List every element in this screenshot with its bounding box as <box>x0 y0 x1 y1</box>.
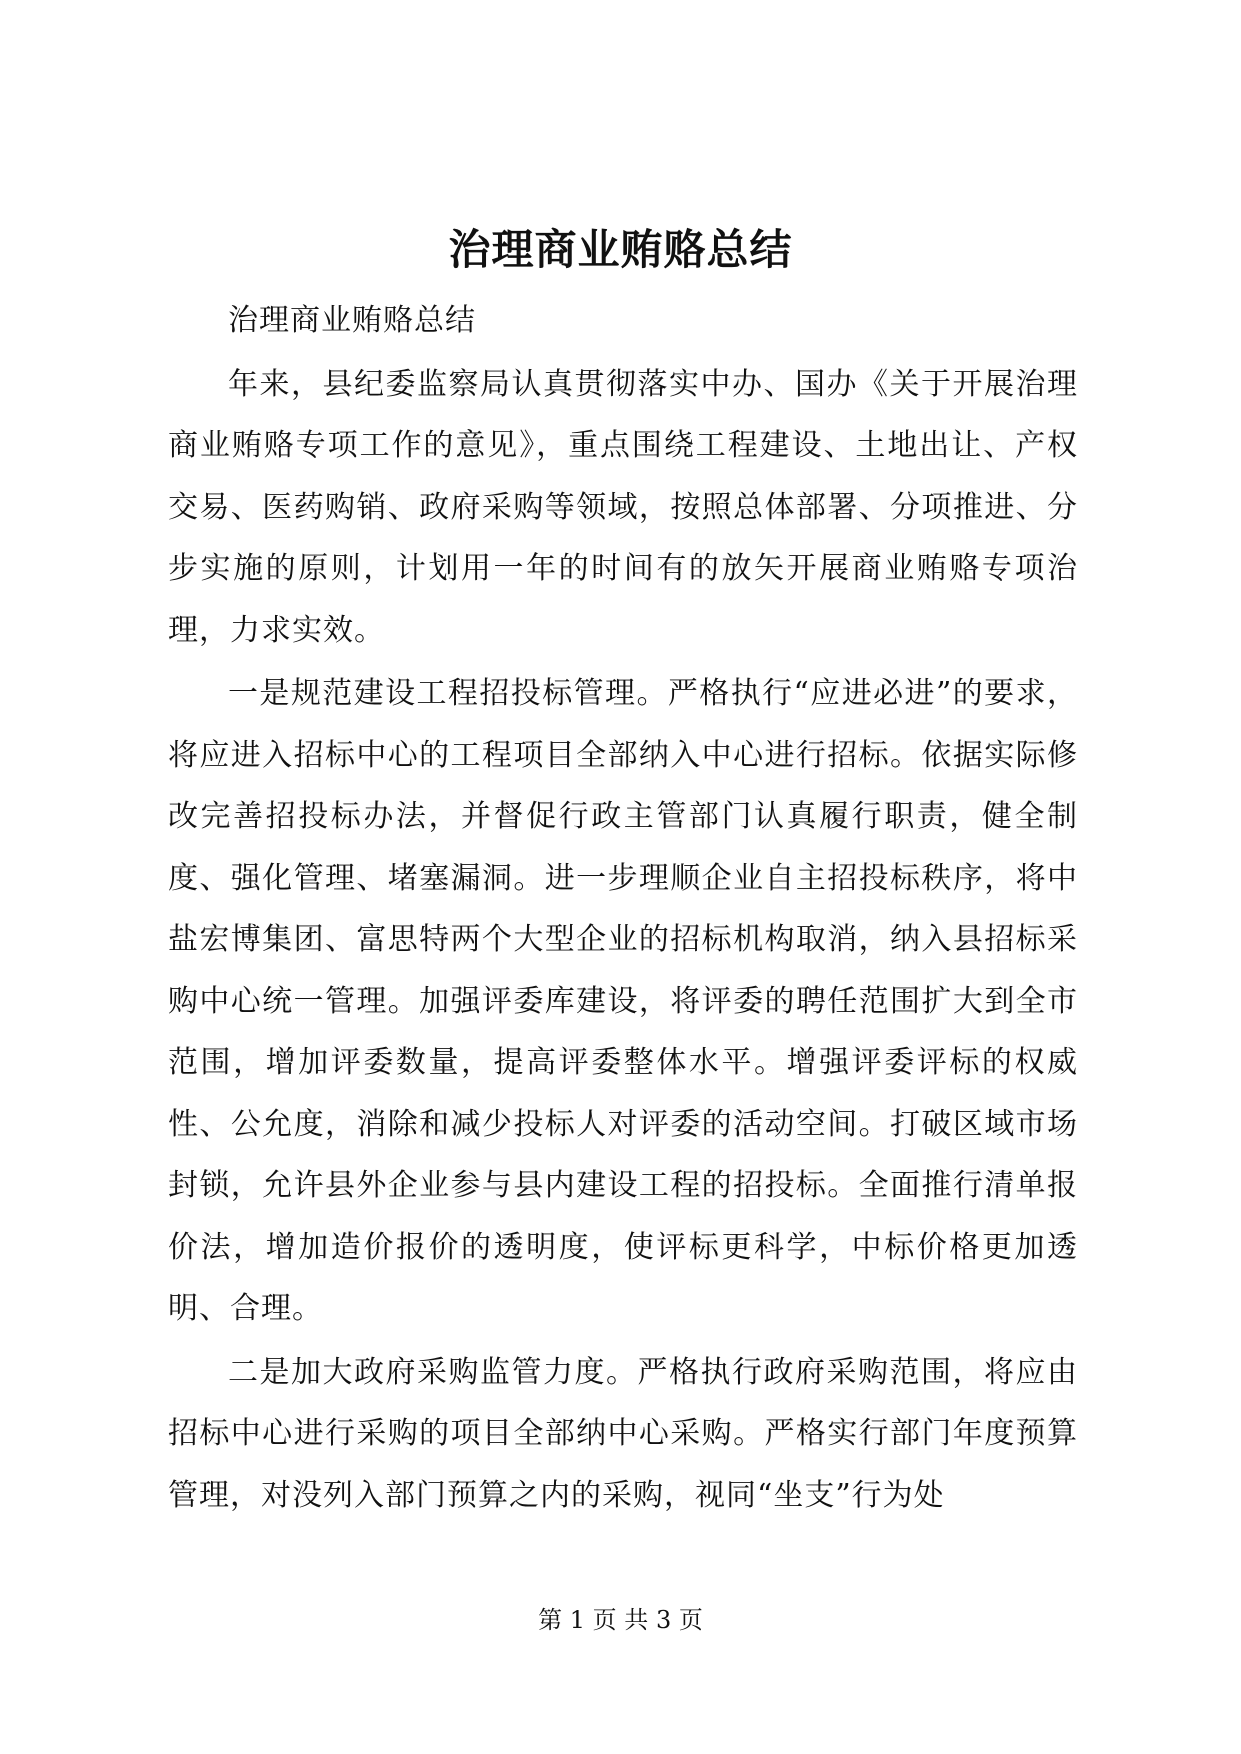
document-title: 治理商业贿赂总结 <box>448 225 793 274</box>
paragraph-bidding-management: 一是规范建设工程招投标管理。严格执行“应进必进”的要求，将应进入招标中心的工程项目全部纳入中心进行招标。依据实际修改完善招投标办法，并督促行政主管部门认真履行职责，健全制度、强化管理、堵塞漏洞。进一步理顺企业自主招投标秩序，将中盐宏博集团、富思特两个大型企业的招标机构取消，纳入县招标采购中心统一管理。加强评委库建设，将评委的聘任范围扩大到全市范围，增加评委数量，提高评委整体水平。增强评委评标的权威性、公允度，消除和减少投标人对评委的活动空间。打破区域市场封锁，允许县外企业参与县内建设工程的招投标。全面推行清单报价法，增加造价报价的透明度，使评标更科学，中标价格更加透明、合理。 <box>168 676 1078 1326</box>
paragraph-intro: 年来，县纪委监察局认真贯彻落实中办、国办《关于开展治理商业贿赂专项工作的意见》，重点围绕工程建设、土地出让、产权交易、医药购销、政府采购等领域，按照总体部署、分项推进、分步实施的原则，计划用一年的时间有的放矢开展商业贿赂专项治理，力求实效。 <box>168 366 1078 648</box>
page-footer: 第 1 页 共 3 页 <box>538 1606 703 1634</box>
paragraph-subtitle: 治理商业贿赂总结 <box>228 303 476 338</box>
paragraph-procurement-supervision: 二是加大政府采购监管力度。严格执行政府采购范围，将应由招标中心进行采购的项目全部纳中心采购。严格实行部门年度预算管理，对没列入部门预算之内的采购，视同“坐支”行为处 <box>168 1354 1078 1513</box>
document-body <box>168 290 1078 1526</box>
